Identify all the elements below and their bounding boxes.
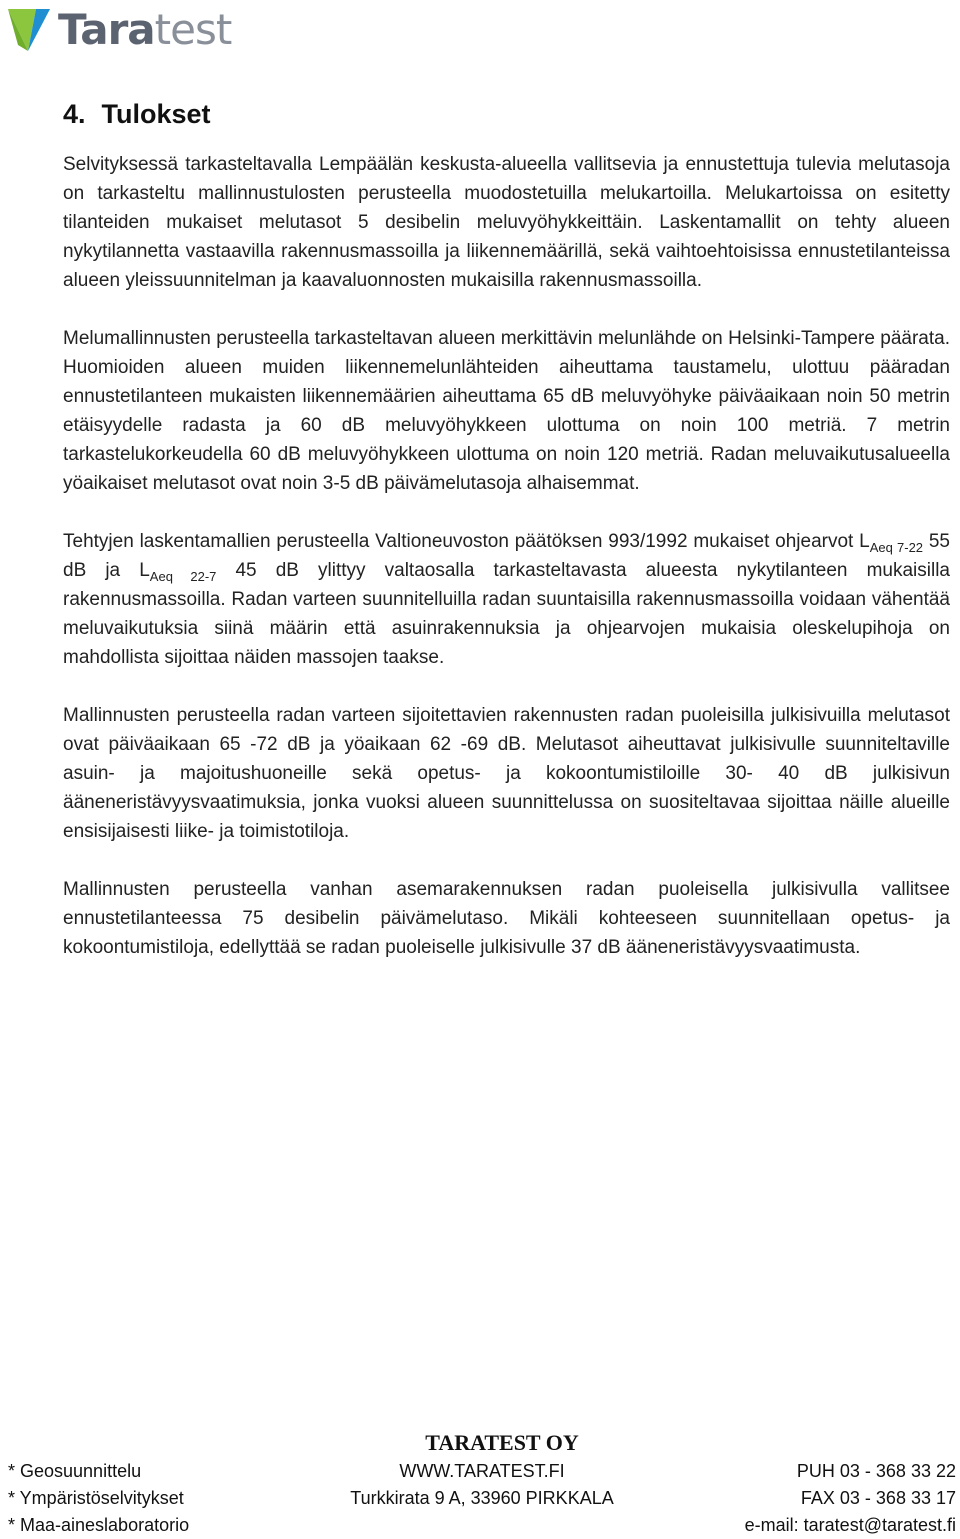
page-footer — [8, 1428, 956, 1539]
footer-website-link[interactable]: WWW.TARATEST.FI — [399, 1461, 565, 1481]
logo-text-bold: Tara — [58, 5, 155, 54]
paragraph-3-subscript-2: Aeq 22-7 — [149, 568, 217, 584]
footer-phone: PUH 03 - 368 33 22 — [796, 1461, 956, 1481]
footer-address: Turkkirata 9 A, 33960 PIRKKALA — [350, 1488, 614, 1508]
section-title: Tulokset — [101, 99, 211, 129]
section-heading — [63, 94, 950, 134]
footer-email-link[interactable]: e-mail: taratest@taratest.fi — [744, 1515, 956, 1535]
logo-wordmark — [58, 4, 231, 56]
footer-service-2: * Ympäristöselvitykset — [8, 1488, 184, 1508]
paragraph-3-part3: 45 dB ylittyy valtaosalla tarkasteltavasta alueesta nykytilanteen mukaisilla rakennusmassoilla. Radan varteen suunnitelluilla radan suuntaisilla rakennusmassoilla voidaan vähentää meluvaikutuksia siinä määrin että asuinrakennuksia ja ohjearvojen mukaisia oleskelupihoja on mahdollista sijoittaa näiden massojen taakse. — [63, 560, 950, 668]
document-body — [63, 94, 950, 991]
paragraph-1: Selvityksessä tarkasteltavalla Lempäälän keskusta-alueella vallitsevia ja ennustettuja tulevia melutasoja on tarkasteltu mallinnustulosten perusteella muodostetuilla melukartoilla. Melukartoissa on esitetty tilanteiden mukaiset melutasot 5 desibelin meluvyöhykkeittäin. Laskentamallit on tehty alueen nykytilannetta vastaavilla rakennusmassoilla ja liikennemäärillä, sekä vaihtoehtoisissa ennustetilanteissa alueen yleissuunnitelman ja kaavaluonnosten mukaisilla rakennusmassoilla. — [63, 154, 950, 291]
footer-row — [8, 1458, 956, 1485]
footer-company-name: TARATEST OY — [425, 1430, 579, 1455]
company-logo — [6, 4, 231, 56]
footer-row — [8, 1485, 956, 1512]
paragraph-4: Mallinnusten perusteella radan varteen sijoitettavien rakennusten radan puoleisilla julkisivuilla melutasot ovat päiväaikaan 65 -72 dB ja yöaikaan 62 -69 dB. Melutasot aiheuttavat julkisivulle suunniteltaville asuin- ja majoitushuoneille sekä opetus- ja kokoontumistiloille 30- 40 dB julkisivun ääneneristävyysvaatimuksia, jonka vuoksi alueen suunnittelussa on suositeltavaa sijoittaa näille alueille ensisijaisesti liike- ja toimistotiloja. — [63, 705, 950, 842]
paragraph-3-subscript-1: Aeq 7-22 — [869, 539, 924, 555]
section-number: 4. — [63, 99, 86, 129]
paragraph-2: Melumallinnusten perusteella tarkasteltavan alueen merkittävin melunlähde on Helsinki-Tampere päärata. Huomioiden alueen muiden liikennemelunlähteiden aiheuttama taustamelu, ulottuu pääradan ennustetilanteen mukaisten liikennemäärien aiheuttama 65 dB meluvyöhyke päiväaikaan noin 50 metrin etäisyydelle radasta ja 60 dB meluvyöhykkeen ulottuma on noin 100 metriä. 7 metrin tarkastelukorkeudella 60 dB meluvyöhykkeen ulottuma on noin 120 metriä. Radan meluvaikutusalueella yöaikaiset melutasot ovat noin 3-5 dB päivämelutasoja alhaisemmat. — [63, 328, 950, 494]
footer-row — [8, 1512, 956, 1539]
footer-service-3: * Maa-aineslaboratorio — [8, 1515, 190, 1535]
paragraph-5: Mallinnusten perusteella vanhan asemarakennuksen radan puoleisella julkisivulla vallitsee ennustetilanteessa 75 desibelin päivämelutaso. Mikäli kohteeseen suunnitellaan opetus- ja kokoontumistiloja, edellyttää se radan puoleiselle julkisivulle 37 dB ääneneristävyysvaatimusta. — [63, 879, 950, 958]
paragraph-3-part2: 55 dB ja L — [63, 531, 951, 581]
footer-service-1: * Geosuunnittelu — [8, 1461, 142, 1481]
paragraph-3-part1: Tehtyjen laskentamallien perusteella Valtioneuvoston päätöksen 993/1992 mukaiset ohjearvot L — [63, 531, 870, 552]
logo-mark-icon — [6, 5, 54, 55]
footer-fax: FAX 03 - 368 33 17 — [800, 1488, 956, 1508]
logo-text-light: test — [154, 5, 232, 54]
footer-empty-cell — [268, 1512, 696, 1539]
paragraph-3 — [63, 527, 950, 672]
